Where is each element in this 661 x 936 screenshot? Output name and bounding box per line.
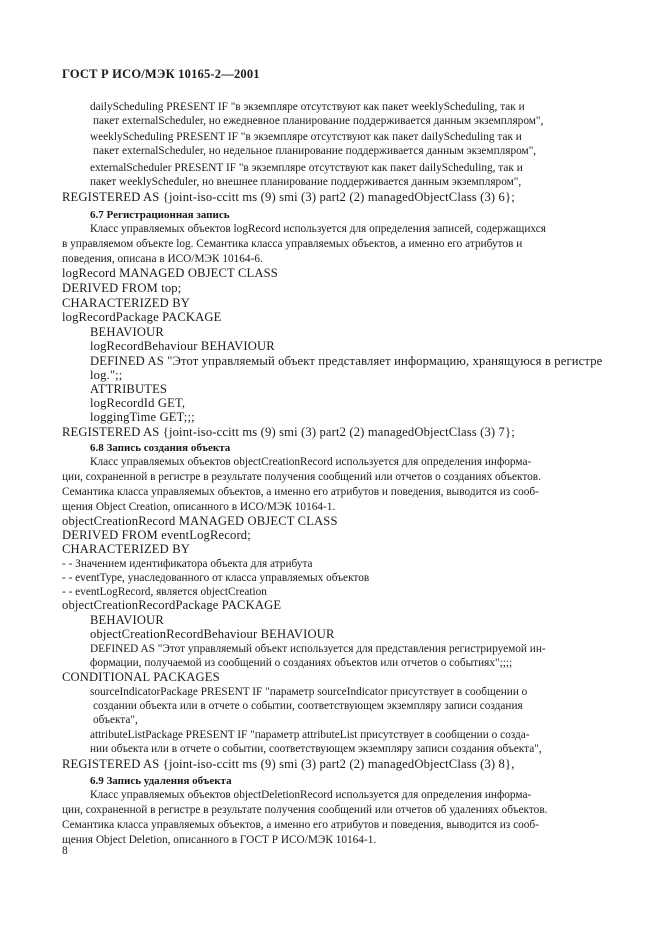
text-line: logRecordBehaviour BEHAVIOUR xyxy=(90,339,275,353)
text-line: щения Object Deletion, описанного в ГОСТ Р ИСО/МЭК 10164-1. xyxy=(62,834,377,846)
text-line: ATTRIBUTES xyxy=(90,382,168,396)
text-line: Класс управляемых объектов objectCreationRecord используется для определения информа- xyxy=(90,456,532,468)
text-line: logRecord MANAGED OBJECT CLASS xyxy=(62,266,278,280)
text-line: поведения, описана в ИСО/МЭК 10164-6. xyxy=(62,253,263,265)
text-line: DEFINED AS "Этот управляемый объект используется для представления регистрируемой ин- xyxy=(90,643,546,655)
text-line: REGISTERED AS {joint-iso-ccitt ms (9) smi (3) part2 (2) managedObjectClass (3) 7}; xyxy=(62,425,515,439)
text-line: BEHAVIOUR xyxy=(90,325,164,339)
text-line: Класс управляемых объектов objectDeletionRecord используется для определения информа- xyxy=(90,789,532,801)
text-line: создании объекта или в отчете о событии, соответствующем экземпляру записи создания xyxy=(93,700,523,712)
text-line: щения Object Creation, описанного в ИСО/МЭК 10164-1. xyxy=(62,501,336,513)
text-line: CHARACTERIZED BY xyxy=(62,542,190,556)
section-heading: 6.7 Регистрационная запись xyxy=(90,209,230,221)
text-line: DEFINED AS "Этот управляемый объект представляет информацию, хранящуюся в регистре xyxy=(90,354,603,368)
text-line: формации, получаемой из сообщений о созданиях объектов или отчетов о событиях";;;; xyxy=(90,657,513,669)
text-line: CONDITIONAL PACKAGES xyxy=(62,670,220,684)
text-line: DERIVED FROM top; xyxy=(62,281,182,295)
text-line: REGISTERED AS {joint-iso-ccitt ms (9) smi (3) part2 (2) managedObjectClass (3) 6}; xyxy=(62,190,515,204)
text-line: ции, сохраненной в регистре в результате получения сообщений или отчетов о созданиях объектов. xyxy=(62,471,541,483)
text-line: - - eventLogRecord, является objectCreation xyxy=(62,586,267,598)
section-heading: 6.8 Запись создания объекта xyxy=(90,442,231,454)
text-line: в управляемом объекте log. Семантика класса управляемых объектов, а именно его атрибутов и xyxy=(62,238,523,250)
text-line: CHARACTERIZED BY xyxy=(62,296,190,310)
text-line: пакет externalScheduler, но ежедневное планирование поддерживается данным экземпляром", xyxy=(93,115,544,127)
text-line: objectCreationRecordPackage PACKAGE xyxy=(62,598,282,612)
text-line: пакет weeklyScheduler, но внешнее планирование поддерживается данным экземпляром", xyxy=(90,176,522,188)
text-line: - - eventType, унаследованного от класса управляемых объектов xyxy=(62,572,370,584)
text-line: - - Значением идентификатора объекта для атрибута xyxy=(62,558,313,570)
text-line: ции, сохраненной в регистре в результате получения сообщений или отчетов об удалениях объектов. xyxy=(62,804,548,816)
text-line: sourceIndicatorPackage PRESENT IF "параметр sourceIndicator присутствует в сообщении о xyxy=(90,686,528,698)
section-heading: 6.9 Запись удаления объекта xyxy=(90,775,232,787)
text-line: Класс управляемых объектов logRecord используется для определения записей, содержащихся xyxy=(90,223,546,235)
text-line: attributeListPackage PRESENT IF "параметр attributeList присутствует в сообщении о созда- xyxy=(90,729,530,741)
text-line: пакет externalScheduler, но недельное планирование поддерживается данным экземпляром", xyxy=(93,145,537,157)
text-line: Семантика класса управляемых объектов, а именно его атрибутов и поведения, выводится из сооб- xyxy=(62,819,539,831)
text-line: dailyScheduling PRESENT IF "в экземпляре отсутствуют как пакет weeklyScheduling, так и xyxy=(90,101,525,113)
text-line: BEHAVIOUR xyxy=(90,613,164,627)
text-line: objectCreationRecordBehaviour BEHAVIOUR xyxy=(90,627,335,641)
text-line: externalScheduler PRESENT IF "в экземпляре отсутствуют как пакет dailyScheduling, так и xyxy=(90,162,523,174)
document-header: ГОСТ Р ИСО/МЭК 10165-2—2001 xyxy=(62,67,260,81)
text-line: объекта", xyxy=(93,714,138,726)
text-line: нии объекта или в отчете о событии, соответствующем экземпляру записи создания объекта", xyxy=(90,743,542,755)
text-line: logRecordId GET, xyxy=(90,396,186,410)
text-line: Семантика класса управляемых объектов, а именно его атрибутов и поведения, выводится из сооб- xyxy=(62,486,539,498)
page-number: 8 xyxy=(62,845,68,857)
text-line: log.";; xyxy=(90,368,123,382)
text-line: loggingTime GET;;; xyxy=(90,410,195,424)
text-line: weeklyScheduling PRESENT IF "в экземпляре отсутствуют как пакет dailyScheduling так и xyxy=(90,131,522,143)
text-line: DERIVED FROM eventLogRecord; xyxy=(62,528,251,542)
text-line: logRecordPackage PACKAGE xyxy=(62,310,222,324)
text-line: objectCreationRecord MANAGED OBJECT CLASS xyxy=(62,514,338,528)
text-line: REGISTERED AS {joint-iso-ccitt ms (9) smi (3) part2 (2) managedObjectClass (3) 8}, xyxy=(62,757,515,771)
